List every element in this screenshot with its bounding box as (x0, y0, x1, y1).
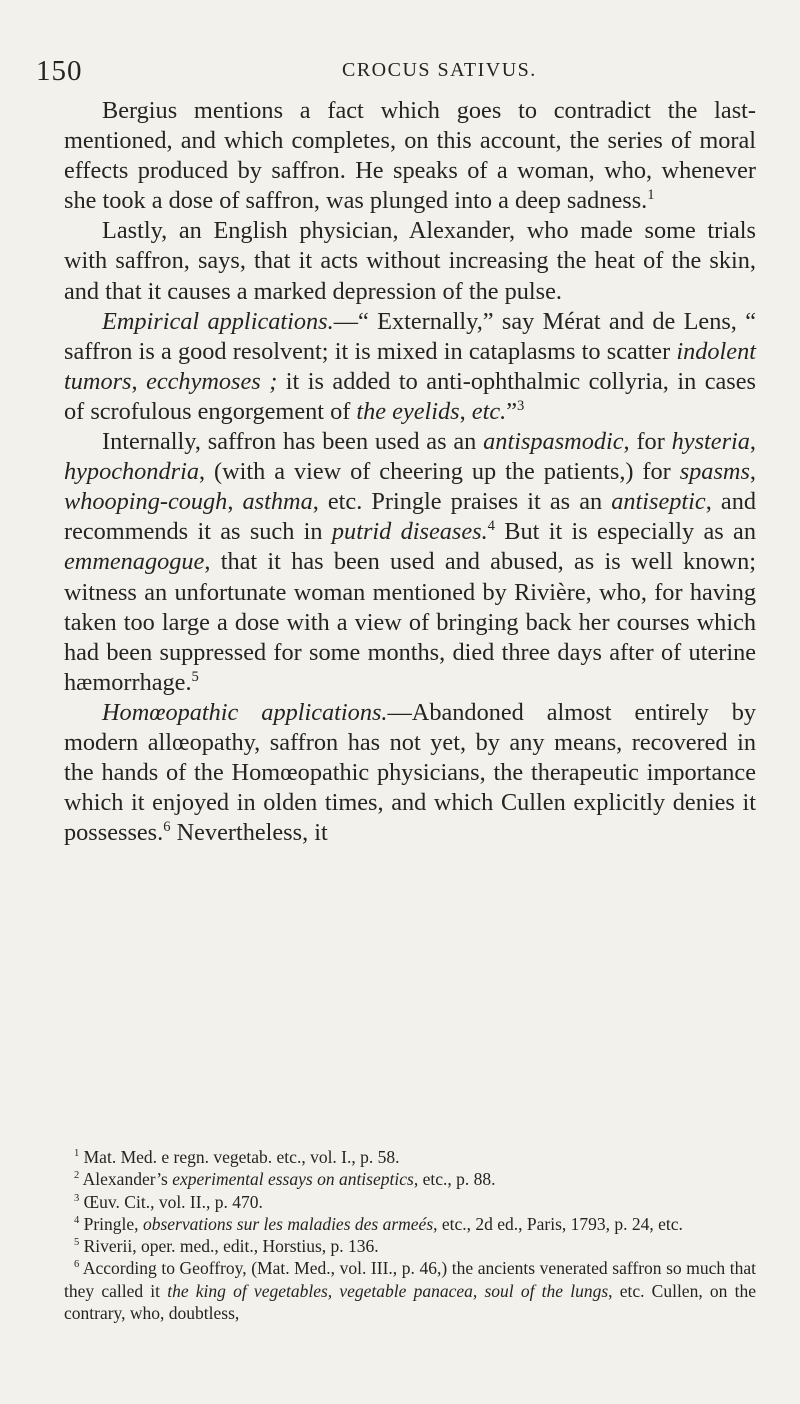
text-run: According to Geoffroy, (Mat. Med., vol. III., p. 46,) the ancients venerated saffron so much that they called it (64, 1258, 756, 1301)
text-run: —“ Externally,” say Mérat and de Lens, “ saffron is a good resolvent; it is mixed in cataplasms to scatter (64, 307, 756, 365)
footnote-ref: 5 (191, 668, 199, 685)
text-run: —Abandoned almost entirely by modern allœopathy, saffron has not yet, by any means, recovered in the hands of the Homœopathic physicians, the therapeutic importance which it enjoyed in olden times, and which Cullen explicitly denies it possesses. (64, 698, 756, 847)
italic-text: antiseptic (611, 488, 706, 516)
italic-text: etc. (471, 397, 507, 425)
italic-text: putrid diseases. (331, 518, 488, 546)
footnote-ref: 1 (74, 1148, 80, 1160)
footnote-ref: 5 (74, 1237, 80, 1249)
text-run: , (749, 428, 756, 456)
italic-text: spasms (679, 458, 750, 486)
text-run: Internally, saffron has been used as an (102, 428, 484, 456)
text-run: , etc., p. 88. (413, 1169, 496, 1190)
text-run: , (131, 367, 147, 395)
footnote-ref: 4 (74, 1215, 80, 1227)
italic-text: whooping-cough (64, 488, 228, 516)
text-run: Mat. Med. e regn. vegetab. etc., vol. I., p. 58. (79, 1147, 400, 1167)
text-run: it is added to anti-ophthalmic collyria, in cases of scrofulous engorgement of (64, 367, 756, 425)
italic-text: emmenagogue (64, 548, 205, 576)
footnote (64, 1235, 756, 1257)
footnote (64, 1213, 756, 1235)
text-run: Bergius mentions a fact which goes to contradict the last-mentioned, and which completes, on this account, the series of moral effects produced by saffron. He speaks of a woman, who, whenever she took a dose of saffron, was plunged into a deep sadness. (64, 97, 756, 215)
italic-text: experimental essays on antiseptics (172, 1169, 414, 1190)
footnote-ref: 3 (74, 1192, 80, 1204)
text-run: Riverii, oper. med., edit., Horstius, p. 136. (79, 1236, 379, 1257)
footnote-ref: 6 (74, 1259, 80, 1271)
body-text (64, 96, 756, 848)
italic-text: the king of vegetables, vegetable panacea, soul of the lungs (167, 1280, 609, 1301)
italic-text: indolent tumors (64, 337, 756, 395)
italic-text: hypochondria (64, 458, 199, 486)
text-run: , that it has been used and abused, as is well known; witness an unfortunate woman mentioned by Rivière, who, for having taken too large a dose with a view of bringing back her courses which had been suppressed for some months, died three days after of uterine hæmorrhage. (64, 548, 756, 696)
italic-text: Homœopathic applications. (102, 698, 388, 726)
italic-text: the eyelids (356, 397, 460, 425)
text-run: But it is especially as an (494, 518, 756, 546)
footnotes (64, 1146, 756, 1324)
text-run: , and recommends it as such in (64, 488, 756, 546)
footnote (64, 1146, 756, 1168)
footnote (64, 1168, 756, 1190)
text-run: Pringle, (79, 1213, 143, 1234)
text-run: , for (623, 428, 672, 456)
text-run: , (227, 488, 243, 516)
paragraph (64, 307, 756, 427)
paragraph (64, 698, 756, 848)
text-run: Lastly, an English physician, Alexander, who made some trials with saffron, says, that it acts without increasing the heat of the skin, and that it causes a marked depression of the pulse. (64, 217, 756, 305)
footnote-ref: 3 (516, 397, 525, 414)
page-header (0, 55, 800, 95)
footnote-ref: 2 (74, 1170, 80, 1182)
footnote-ref: 1 (647, 187, 655, 204)
text-run: Œuv. Cit., vol. II., p. 470. (79, 1191, 263, 1212)
footnote-ref: 6 (163, 819, 171, 836)
text-run: , etc. Pringle praises it as an (312, 488, 612, 516)
text-run: ” (506, 397, 517, 425)
text-run: , (with a view of cheering up the patients,) for (198, 458, 680, 486)
italic-text: antispasmodic (483, 428, 624, 456)
text-run: Nevertheless, it (170, 819, 328, 847)
italic-text: asthma (242, 488, 313, 516)
italic-text: ecchymoses ; (146, 367, 278, 395)
paragraph (64, 216, 756, 306)
italic-text: observations sur les maladies des armeés (142, 1213, 434, 1234)
text-run: , (459, 397, 472, 425)
paragraph (64, 96, 756, 216)
text-run: Alexander’s (79, 1169, 173, 1190)
running-head: CROCUS SATIVUS. (342, 59, 537, 81)
page-number: 150 (36, 55, 83, 87)
italic-text: Empirical applications. (102, 307, 334, 335)
paragraph (64, 427, 756, 698)
footnote (64, 1257, 756, 1324)
text-run: , etc. Cullen, on the contrary, who, doubtless, (64, 1280, 756, 1324)
italic-text: hysteria (671, 428, 750, 456)
footnote-ref: 4 (487, 518, 495, 535)
text-run: , (749, 458, 756, 486)
footnote (64, 1191, 756, 1213)
text-run: , etc., 2d ed., Paris, 1793, p. 24, etc. (433, 1213, 683, 1234)
